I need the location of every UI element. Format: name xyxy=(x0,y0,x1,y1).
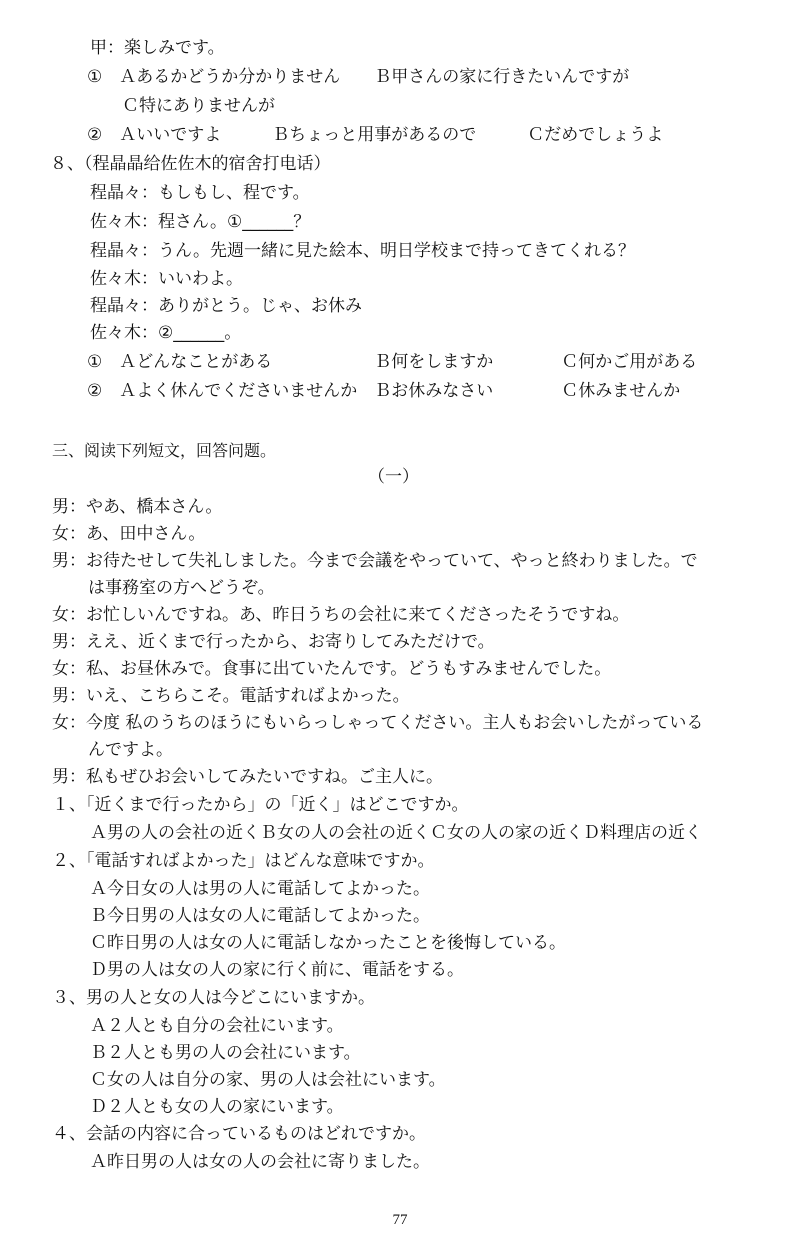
choice-line: ① Ａあるかどうか分かりません Ｂ甲さんの家に行きたいんですが xyxy=(87,67,630,87)
passage-number: （一） xyxy=(368,467,419,487)
question-heading: ８、（程晶晶给佐佐木的宿舍打电话） xyxy=(50,154,331,174)
choice-line: Ｃ女の人は自分の家、男の人は会社にいます。 xyxy=(90,1070,446,1090)
section-heading: 三、阅读下列短文，回答问题。 xyxy=(52,441,277,460)
choice-line: Ｂ今日男の人は女の人に電話してよかった。 xyxy=(90,906,430,926)
choice-line: Ａ２人とも自分の会社にいます。 xyxy=(90,1016,344,1036)
dialogue-line: 男：ええ、近くまで行ったから、お寄りしてみただけで。 xyxy=(52,632,495,652)
choice-line: Ｂ２人とも男の人の会社にいます。 xyxy=(90,1043,361,1063)
dialogue-line: 佐々木：②______。 xyxy=(90,323,242,343)
page-number: 77 xyxy=(392,1212,408,1228)
dialogue-line: 女：あ、田中さん。 xyxy=(52,524,206,544)
question-line: ２、「電話すればよかった」はどんな意味ですか。 xyxy=(52,851,435,871)
dialogue-line: んですよ。 xyxy=(88,740,173,760)
dialogue-line: 甲：楽しみです。 xyxy=(90,38,225,58)
choice-line: Ｃ特にありませんが xyxy=(122,96,275,116)
choice-line: Ａ昨日男の人は女の人の会社に寄りました。 xyxy=(90,1152,430,1172)
question-line: ３、男の人と女の人は今どこにいますか。 xyxy=(52,988,375,1008)
dialogue-line: 程晶々：ありがとう。じゃ、お休み xyxy=(90,296,362,316)
choice-line: Ａ今日女の人は男の人に電話してよかった。 xyxy=(90,879,430,899)
dialogue-line: 佐々木：いいわよ。 xyxy=(90,269,243,289)
choice-line: ② Ａよく休んでくださいませんか Ｂお休みなさい Ｃ休みませんか xyxy=(87,381,681,401)
question-line: １、「近くまで行ったから」の「近く」はどこですか。 xyxy=(52,795,469,815)
choice-line: Ｄ２人とも女の人の家にいます。 xyxy=(90,1097,344,1117)
dialogue-line: 程晶々：うん。先週一緒に見た絵本、明日学校まで持ってきてくれる？ xyxy=(90,241,636,261)
dialogue-line: は事務室の方へどうぞ。 xyxy=(88,578,275,598)
dialogue-line: 女：今度 私のうちのほうにもいらっしゃってください。主人もお会いしたがっている xyxy=(52,713,704,733)
choice-line: Ａ男の人の会社の近くＢ女の人の会社の近くＣ女の人の家の近くＤ料理店の近く xyxy=(90,823,702,843)
dialogue-line: 程晶々：もしもし、程です。 xyxy=(90,183,310,203)
dialogue-line: 男：お待たせして失礼しました。今まで会議をやっていて、やっと終わりました。で xyxy=(52,551,698,571)
question-line: ４、会話の内容に合っているものはどれですか。 xyxy=(52,1124,426,1144)
dialogue-line: 佐々木：程さん。①______？ xyxy=(90,212,311,232)
choice-line: ② Ａいいですよ Ｂちょっと用事があるので Ｃだめでしょうよ xyxy=(87,125,664,145)
choice-line: Ｄ男の人は女の人の家に行く前に、電話をする。 xyxy=(90,960,464,980)
dialogue-line: 女：お忙しいんですね。あ、昨日うちの会社に来てくださったそうですね。 xyxy=(52,605,630,625)
choice-line: Ｃ昨日男の人は女の人に電話しなかったことを後悔している。 xyxy=(90,933,566,953)
dialogue-line: 女：私、お昼休みで。食事に出ていたんです。どうもすみませんでした。 xyxy=(52,659,612,679)
dialogue-line: 男：いえ、こちらこそ。電話すればよかった。 xyxy=(52,686,410,706)
choice-line: ① Ａどんなことがある Ｂ何をしますか Ｃ何かご用がある xyxy=(87,352,698,372)
dialogue-line: 男：やあ、橋本さん。 xyxy=(52,497,223,517)
dialogue-line: 男：私もぜひお会いしてみたいですね。ご主人に。 xyxy=(52,767,443,787)
